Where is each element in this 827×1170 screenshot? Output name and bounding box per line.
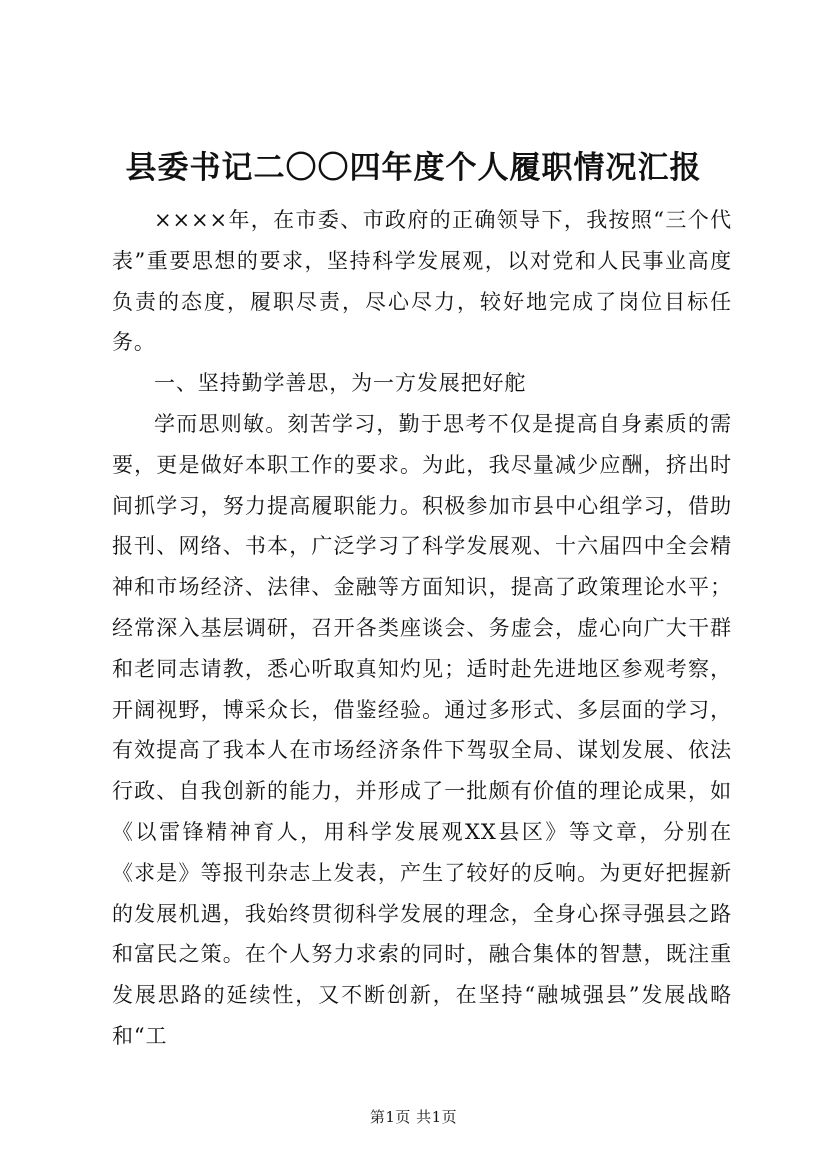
body-paragraph: 学而思则敏。刻苦学习，勤于思考不仅是提高自身素质的需要，更是做好本职工作的要求。为此，我尽量减少应酬，挤出时间抓学习，努力提高履职能力。积极参加市县中心组学习，借助报刊、网络、书本，广泛学习了科学发展观、十六届四中全会精神和市场经济、法律、金融等方面知识，提高了政策理论水平；经常深入基层调研，召开各类座谈会、务虚会，虚心向广大干群和老同志请教，悉心听取真知灼见；适时赴先进地区参观考察，开阔视野，博采众长，借鉴经验。通过多形式、多层面的学习，有效提高了我本人在市场经济条件下驾驭全局、谋划发展、依法行政、自我创新的能力，并形成了一批颇有价值的理论成果，如《以雷锋精神育人，用科学发展观XX县区》等文章，分别在《求是》等报刊杂志上发表，产生了较好的反响。为更好把握新的发展机遇，我始终贯彻科学发展的理念，全身心探寻强县之路和富民之策。在个人努力求索的同时，融合集体的智慧，既注重发展思路的延续性，又不断创新，在坚持“融城强县”发展战略和“工 xyxy=(112,411,732,1048)
section-heading: 一、坚持勤学善思，为一方发展把好舵 xyxy=(154,371,527,396)
document-body xyxy=(112,200,732,1057)
intro-paragraph: ××××年，在市委、市政府的正确领导下，我按照“三个代表”重要思想的要求，坚持科学发展观，以对党和人民事业高度负责的态度，履职尽责，尽心尽力，较好地完成了岗位目标任务。 xyxy=(112,208,732,355)
page-footer: 第1页 共1页 xyxy=(369,1108,458,1126)
document-title: 县委书记二〇〇四年度个人履职情况汇报 xyxy=(125,150,702,186)
